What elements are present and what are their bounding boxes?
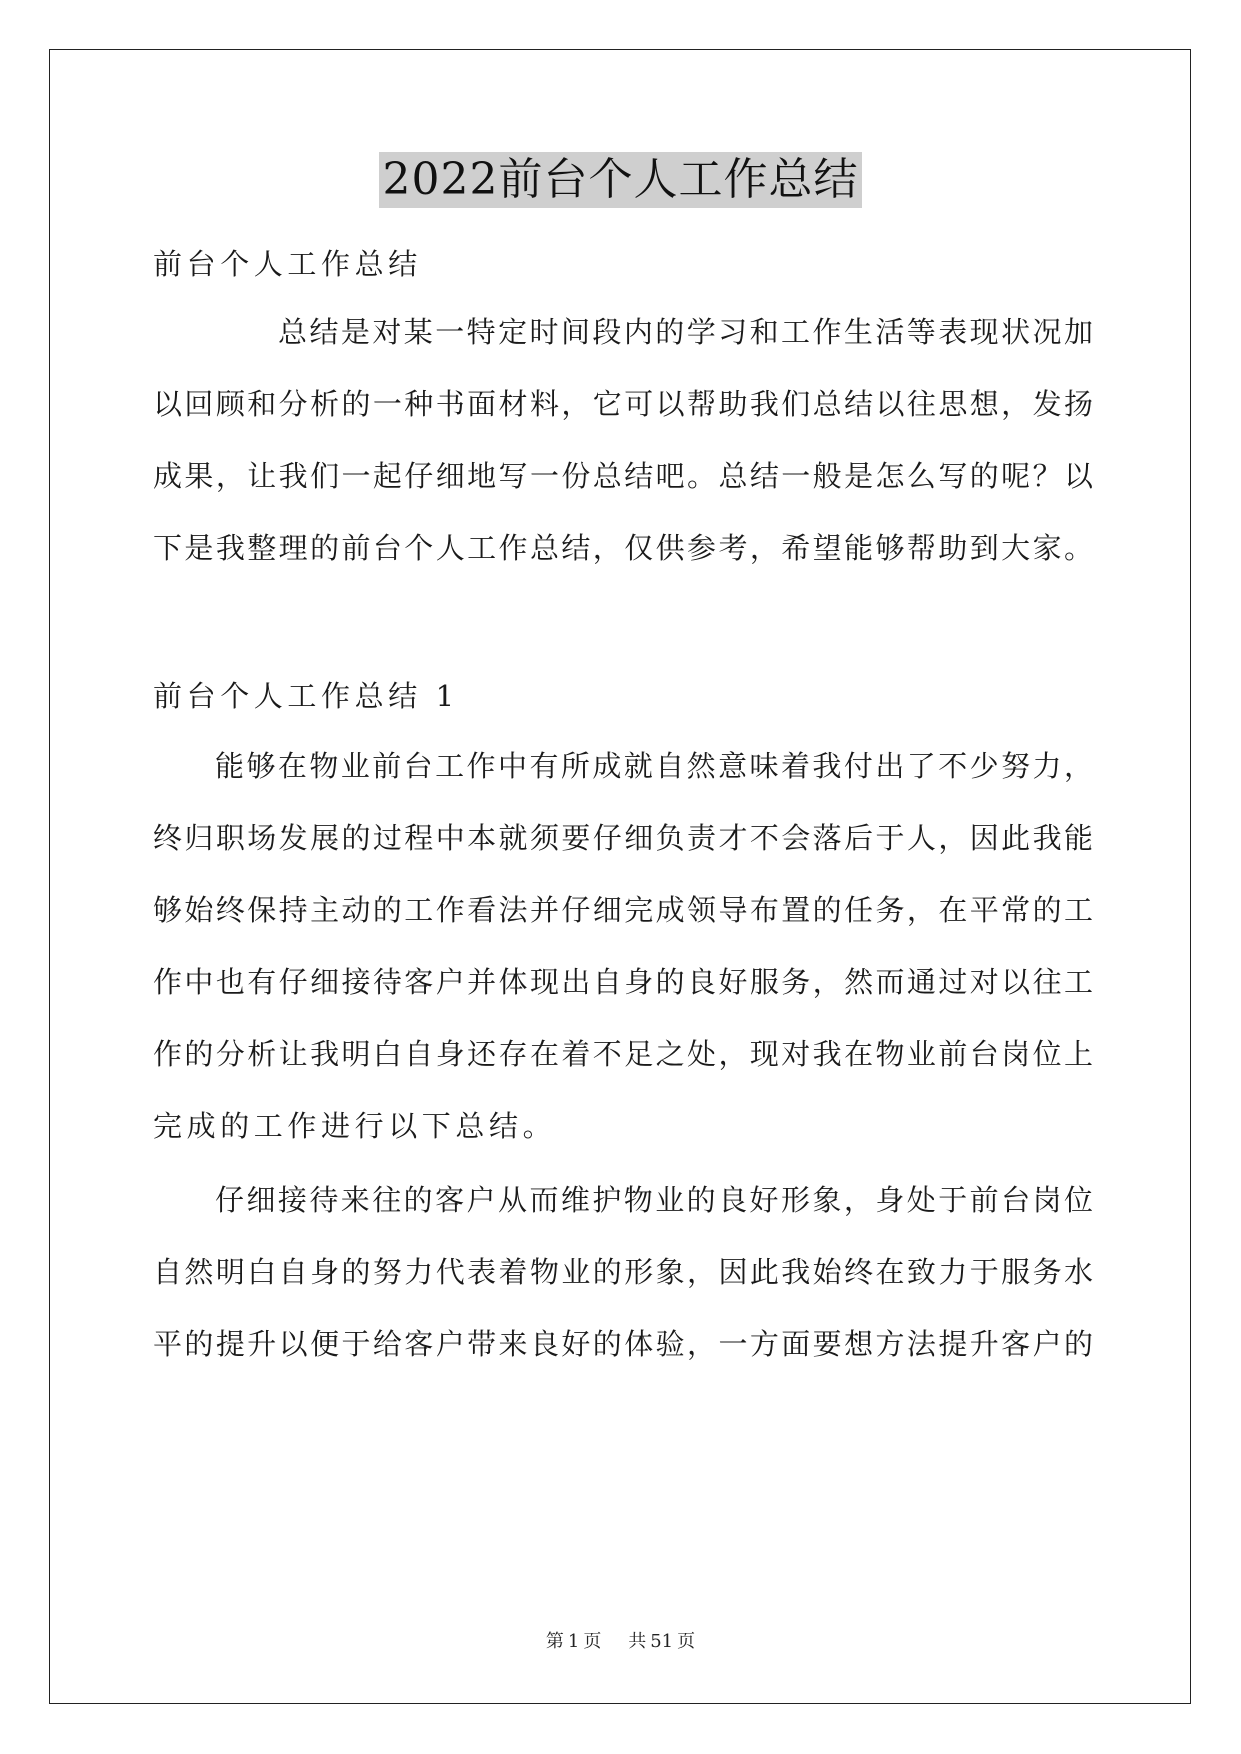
page-border [49, 49, 1191, 1704]
intro-line: 总结是对某一特定时间段内的学习和工作生活等表现状况加 [278, 315, 1093, 349]
section1-para1-line: 终归职场发展的过程中本就须要仔细负责才不会落后于人，因此我能 [153, 821, 1093, 855]
page-footer [0, 1630, 1241, 1654]
page-prefix: 第 [545, 1631, 564, 1652]
section1-para2-line: 仔细接待来往的客户从而维护物业的良好形象，身处于前台岗位 [215, 1183, 1093, 1217]
section1-heading: 前台个人工作总结 1 [153, 679, 459, 713]
section1-para1-line: 作中也有仔细接待客户并体现出自身的良好服务，然而通过对以往工 [153, 965, 1093, 999]
section1-para2-line: 自然明白自身的努力代表着物业的形象，因此我始终在致力于服务水 [153, 1255, 1093, 1289]
section1-para2-line: 平的提升以便于给客户带来良好的体验，一方面要想方法提升客户的 [153, 1327, 1093, 1361]
intro-line: 下是我整理的前台个人工作总结，仅供参考，希望能够帮助到大家。 [153, 531, 1093, 565]
page-number: 1 [567, 1631, 580, 1652]
total-suffix: 页 [677, 1631, 696, 1652]
section1-para1-line: 够始终保持主动的工作看法并仔细完成领导布置的任务，在平常的工 [153, 893, 1093, 927]
page-suffix: 页 [583, 1631, 602, 1652]
section1-para1-line: 完成的工作进行以下总结。 [153, 1109, 557, 1143]
intro-heading: 前台个人工作总结 [153, 247, 422, 281]
document-title: 2022前台个人工作总结 [379, 152, 863, 208]
section1-para1-line: 作的分析让我明白自身还存在着不足之处，现对我在物业前台岗位上 [153, 1037, 1093, 1071]
intro-line: 以回顾和分析的一种书面材料，它可以帮助我们总结以往思想，发扬 [153, 387, 1093, 421]
title-container [0, 152, 1241, 208]
total-pages: 51 [650, 1631, 674, 1652]
total-prefix: 共 [628, 1631, 647, 1652]
section1-para1-line: 能够在物业前台工作中有所成就自然意味着我付出了不少努力， [215, 749, 1093, 783]
intro-line: 成果，让我们一起仔细地写一份总结吧。总结一般是怎么写的呢？以 [153, 459, 1093, 493]
